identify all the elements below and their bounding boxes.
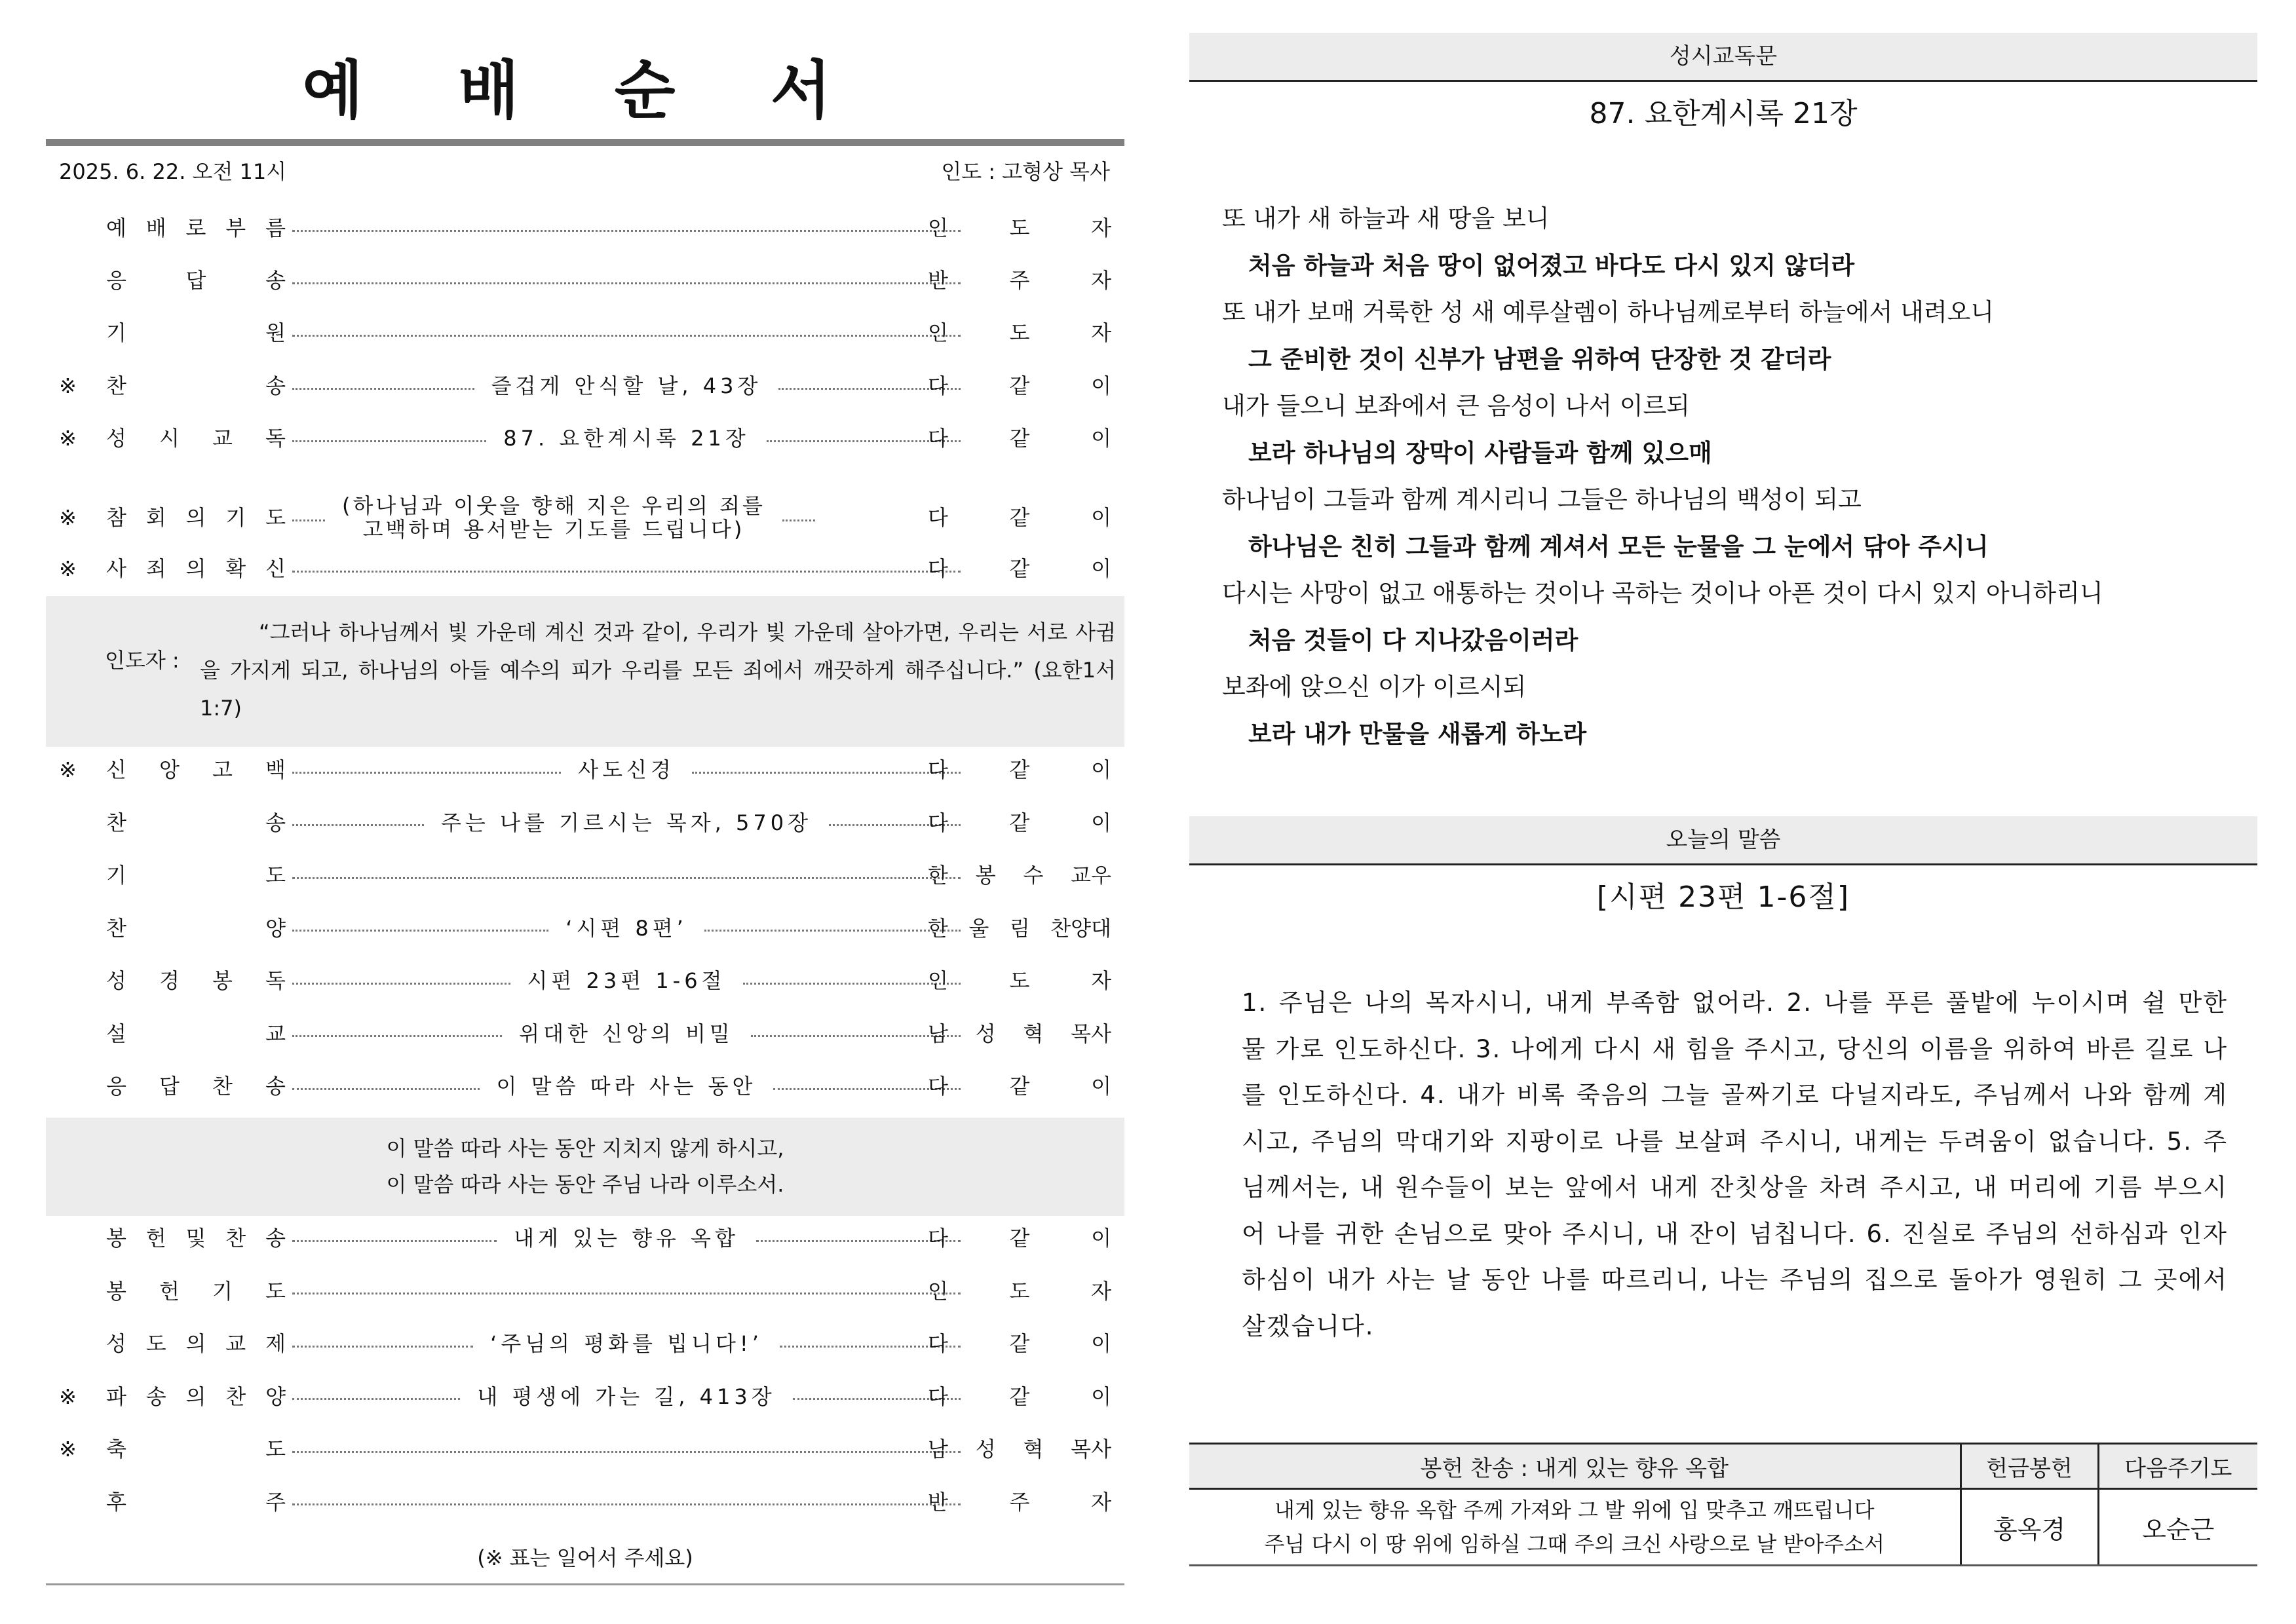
bottom-divider xyxy=(46,1583,1124,1585)
service-meta xyxy=(46,153,1124,190)
order-item-name: 참 회 의 기 도 xyxy=(106,505,286,530)
content-line: (하나님과 이웃을 향해 지은 우리의 죄를 xyxy=(342,493,765,518)
offering-table xyxy=(1189,1443,2257,1566)
page-title: 예 배 순 서 xyxy=(302,54,868,127)
order-item-name: 응 답 송 xyxy=(106,268,286,293)
order-item-name: 기 원 xyxy=(106,320,286,345)
order-item-responsible: 남 성 혁 목사 xyxy=(928,1437,1111,1462)
title-divider xyxy=(46,139,1124,146)
order-item-responsible: 인 도 자 xyxy=(928,320,1111,345)
order-item-name: 설 교 xyxy=(106,1021,286,1046)
order-item-content: 내게 있는 향유 옥합 xyxy=(514,1226,739,1251)
footnote: (※ 표는 일어서 주세요) xyxy=(477,1545,693,1570)
standing-mark: ※ xyxy=(59,373,77,398)
order-item-name: 응 답 찬 송 xyxy=(106,1074,286,1099)
congregation-line: 보라 하나님의 장막이 사람들과 함께 있으매 xyxy=(1248,438,1712,467)
response-lyric-line: 이 말씀 따라 사는 동안 지치지 않게 하시고, xyxy=(386,1136,784,1161)
order-item-name: 기 도 xyxy=(106,863,286,888)
order-item xyxy=(46,1325,1124,1362)
order-item xyxy=(46,368,1124,404)
absolution-text: “그러나 하나님께서 빛 가운데 계신 것과 같이, 우리가 빛 가운데 살아가면, 우리는 서로 사귐을 가지게 되고, 하나님의 아들 예수의 피가 우리를 모든 죄에서 깨끗하게 해주십니다.” (요한1서 1:7) xyxy=(200,620,1116,721)
order-item xyxy=(46,420,1124,457)
order-item-name: 성 도 의 교 제 xyxy=(106,1331,286,1356)
order-item xyxy=(46,1378,1124,1415)
order-item-responsible: 다 같 이 xyxy=(928,1331,1111,1356)
order-item-name: 찬 송 xyxy=(106,373,286,398)
order-item-content: 사도신경 xyxy=(578,757,675,782)
response-lyric-line: 이 말씀 따라 사는 동안 주님 나라 이루소서. xyxy=(386,1172,784,1197)
order-item-name: 성 시 교 독 xyxy=(106,426,286,451)
order-of-worship xyxy=(46,0,1124,1624)
order-item xyxy=(46,550,1124,587)
lyric-line: 내게 있는 향유 옥합 주께 가져와 그 발 위에 입 맞추고 깨뜨립니다 xyxy=(1274,1498,1875,1522)
order-item-responsible: 다 같 이 xyxy=(928,426,1111,451)
order-item-responsible: 한 봉 수 교우 xyxy=(928,863,1111,888)
absolution-box xyxy=(46,596,1124,747)
offering-person: 홍옥경 xyxy=(1961,1489,2098,1566)
order-item-name: 봉 헌 및 찬 송 xyxy=(106,1226,286,1251)
leader-line: 내가 들으니 보좌에서 큰 음성이 나서 이르되 xyxy=(1222,392,1690,420)
order-item-responsible: 인 도 자 xyxy=(928,968,1111,993)
order-item-content xyxy=(325,494,782,541)
content-line: 고백하며 용서받는 기도를 드립니다) xyxy=(362,517,745,542)
order-item-name: 예 배 로 부 름 xyxy=(106,216,286,240)
order-item-responsible: 남 성 혁 목사 xyxy=(928,1021,1111,1046)
leader-line: 또 내가 보매 거룩한 성 새 예루살렘이 하나님께로부터 하늘에서 내려오니 xyxy=(1222,298,1995,326)
order-item-name: 찬 송 xyxy=(106,810,286,835)
order-item xyxy=(46,1015,1124,1052)
congregation-line: 그 준비한 것이 신부가 남편을 위하여 단장한 것 같더라 xyxy=(1248,345,1831,373)
scripture-reference: [시편 23편 1-6절] xyxy=(1596,880,1850,914)
responsive-reading-title: 87. 요한계시록 21장 xyxy=(1589,97,1858,130)
order-item-responsible: 반 주 자 xyxy=(928,1489,1111,1515)
order-item-name: 후 주 xyxy=(106,1489,286,1515)
congregation-line: 하나님은 친히 그들과 함께 계셔서 모든 눈물을 그 눈에서 닦아 주시니 xyxy=(1248,532,1989,561)
order-item xyxy=(46,1484,1124,1520)
order-item-content: 주는 나를 기르시는 목자, 570장 xyxy=(441,810,812,835)
standing-mark: ※ xyxy=(59,757,77,782)
offering-hymn-lyrics xyxy=(1189,1489,1961,1566)
order-item-content: ‘시편 8편’ xyxy=(565,915,687,941)
order-item-content: 내 평생에 가는 길, 413장 xyxy=(477,1384,776,1409)
order-item-content: 이 말씀 따라 사는 동안 xyxy=(496,1074,757,1099)
order-item xyxy=(46,804,1124,841)
order-item-name: 봉 헌 기 도 xyxy=(106,1278,286,1304)
standing-mark: ※ xyxy=(59,1384,77,1409)
order-item xyxy=(46,210,1124,246)
service-date: 2025. 6. 22. 오전 11시 xyxy=(59,159,287,184)
readings-column xyxy=(1189,0,2257,1624)
offering-header: 헌금봉헌 xyxy=(1961,1444,2098,1489)
order-item xyxy=(46,486,1124,549)
order-item-responsible: 반 주 자 xyxy=(928,268,1111,293)
standing-mark: ※ xyxy=(59,1437,77,1462)
responsive-reading-lines xyxy=(1222,195,2257,757)
next-prayer-header: 다음주기도 xyxy=(2098,1444,2257,1489)
order-item-responsible: 다 같 이 xyxy=(928,1226,1111,1251)
order-item-content: 시편 23편 1-6절 xyxy=(527,968,726,993)
leader-line: 다시는 사망이 없고 애통하는 것이나 곡하는 것이나 아픈 것이 다시 있지 아니하리니 xyxy=(1222,579,2103,607)
order-item xyxy=(46,962,1124,999)
order-item-name: 사 죄 의 확 신 xyxy=(106,556,286,581)
order-item xyxy=(46,1273,1124,1310)
lyric-line: 주님 다시 이 땅 위에 임하실 그때 주의 크신 사랑으로 날 받아주소서 xyxy=(1264,1532,1885,1557)
leader-line: 보좌에 앉으신 이가 이르시되 xyxy=(1222,673,1527,701)
standing-mark: ※ xyxy=(59,426,77,451)
order-item-responsible: 다 같 이 xyxy=(928,1384,1111,1409)
congregation-line: 처음 것들이 다 지나갔음이러라 xyxy=(1248,626,1578,654)
offering-hymn-header: 봉헌 찬송 : 내게 있는 향유 옥합 xyxy=(1189,1444,1961,1489)
order-item-name: 축 도 xyxy=(106,1437,286,1462)
order-item-responsible: 다 같 이 xyxy=(928,810,1111,835)
order-item-responsible: 한 울 림 찬양대 xyxy=(928,915,1111,941)
order-item xyxy=(46,1431,1124,1467)
order-item-name: 신 앙 고 백 xyxy=(106,757,286,782)
order-item-responsible: 다 같 이 xyxy=(928,505,1111,530)
order-item xyxy=(46,857,1124,894)
order-item-name: 성 경 봉 독 xyxy=(106,968,286,993)
responsive-reading-header: 성시교독문 xyxy=(1189,33,2257,82)
order-item-responsible: 다 같 이 xyxy=(928,373,1111,398)
service-leader: 인도 : 고형상 목사 xyxy=(941,159,1110,184)
order-item xyxy=(46,751,1124,788)
leader-line: 하나님이 그들과 함께 계시리니 그들은 하나님의 백성이 되고 xyxy=(1222,485,1862,514)
order-item-responsible: 인 도 자 xyxy=(928,216,1111,240)
response-lyrics-box xyxy=(46,1118,1124,1216)
congregation-line: 처음 하늘과 처음 땅이 없어졌고 바다도 다시 있지 않더라 xyxy=(1248,251,1855,280)
order-item-content: 87. 요한계시록 21장 xyxy=(503,426,750,451)
congregation-line: 보라 내가 만물을 새롭게 하노라 xyxy=(1248,719,1587,748)
order-item xyxy=(46,262,1124,299)
leader-line: 또 내가 새 하늘과 새 땅을 보니 xyxy=(1222,204,1550,233)
order-item-name: 찬 양 xyxy=(106,915,286,941)
order-item-responsible: 다 같 이 xyxy=(928,1074,1111,1099)
order-item xyxy=(46,910,1124,947)
order-item xyxy=(46,314,1124,351)
next-prayer-person: 오순근 xyxy=(2098,1489,2257,1566)
order-item-content: 즐겁게 안식할 날, 43장 xyxy=(491,373,762,398)
order-item-content: ‘주님의 평화를 빕니다!’ xyxy=(490,1331,763,1356)
standing-mark: ※ xyxy=(59,505,77,530)
scripture-text: 1. 주님은 나의 목자시니, 내게 부족함 없어라. 2. 나를 푸른 풀밭에 누이시며 쉴 만한 물 가로 인도하신다. 3. 나에게 다시 새 힘을 주시고, 당신의 이름을 위하여 바른 길로 나를 인도하신다. 4. 내가 비록 죽음의 그늘 골짜기로 다닐지라도, 주님께서 나와 함께 계시고, 주님의 막대기와 지팡이로 나를 보살펴 주시니, 내게는 두려움이 없습니다. 5. 주님께서는, 내 원수들이 보는 앞에서 내게 잔칫상을 차려 주시고, 내 머리에 기름 부으시어 나를 귀한 손님으로 맞아 주시니, 내 잔이 넘칩니다. 6. 진실로 주님의 선하심과 인자하심이 내가 사는 날 동안 나를 따르리니, 나는 주님의 집으로 돌아가 영원히 그 곳에서 살겠습니다. xyxy=(1242,989,2228,1340)
order-item-content: 위대한 신앙의 비밀 xyxy=(519,1021,734,1046)
order-item xyxy=(46,1220,1124,1256)
order-item-responsible: 다 같 이 xyxy=(928,556,1111,581)
todays-word-header: 오늘의 말씀 xyxy=(1189,816,2257,865)
standing-mark: ※ xyxy=(59,556,77,581)
order-item-name: 파 송 의 찬 양 xyxy=(106,1384,286,1409)
order-item xyxy=(46,1068,1124,1105)
order-item-responsible: 다 같 이 xyxy=(928,757,1111,782)
absolution-label: 인도자 : xyxy=(105,648,180,673)
order-item-responsible: 인 도 자 xyxy=(928,1278,1111,1304)
